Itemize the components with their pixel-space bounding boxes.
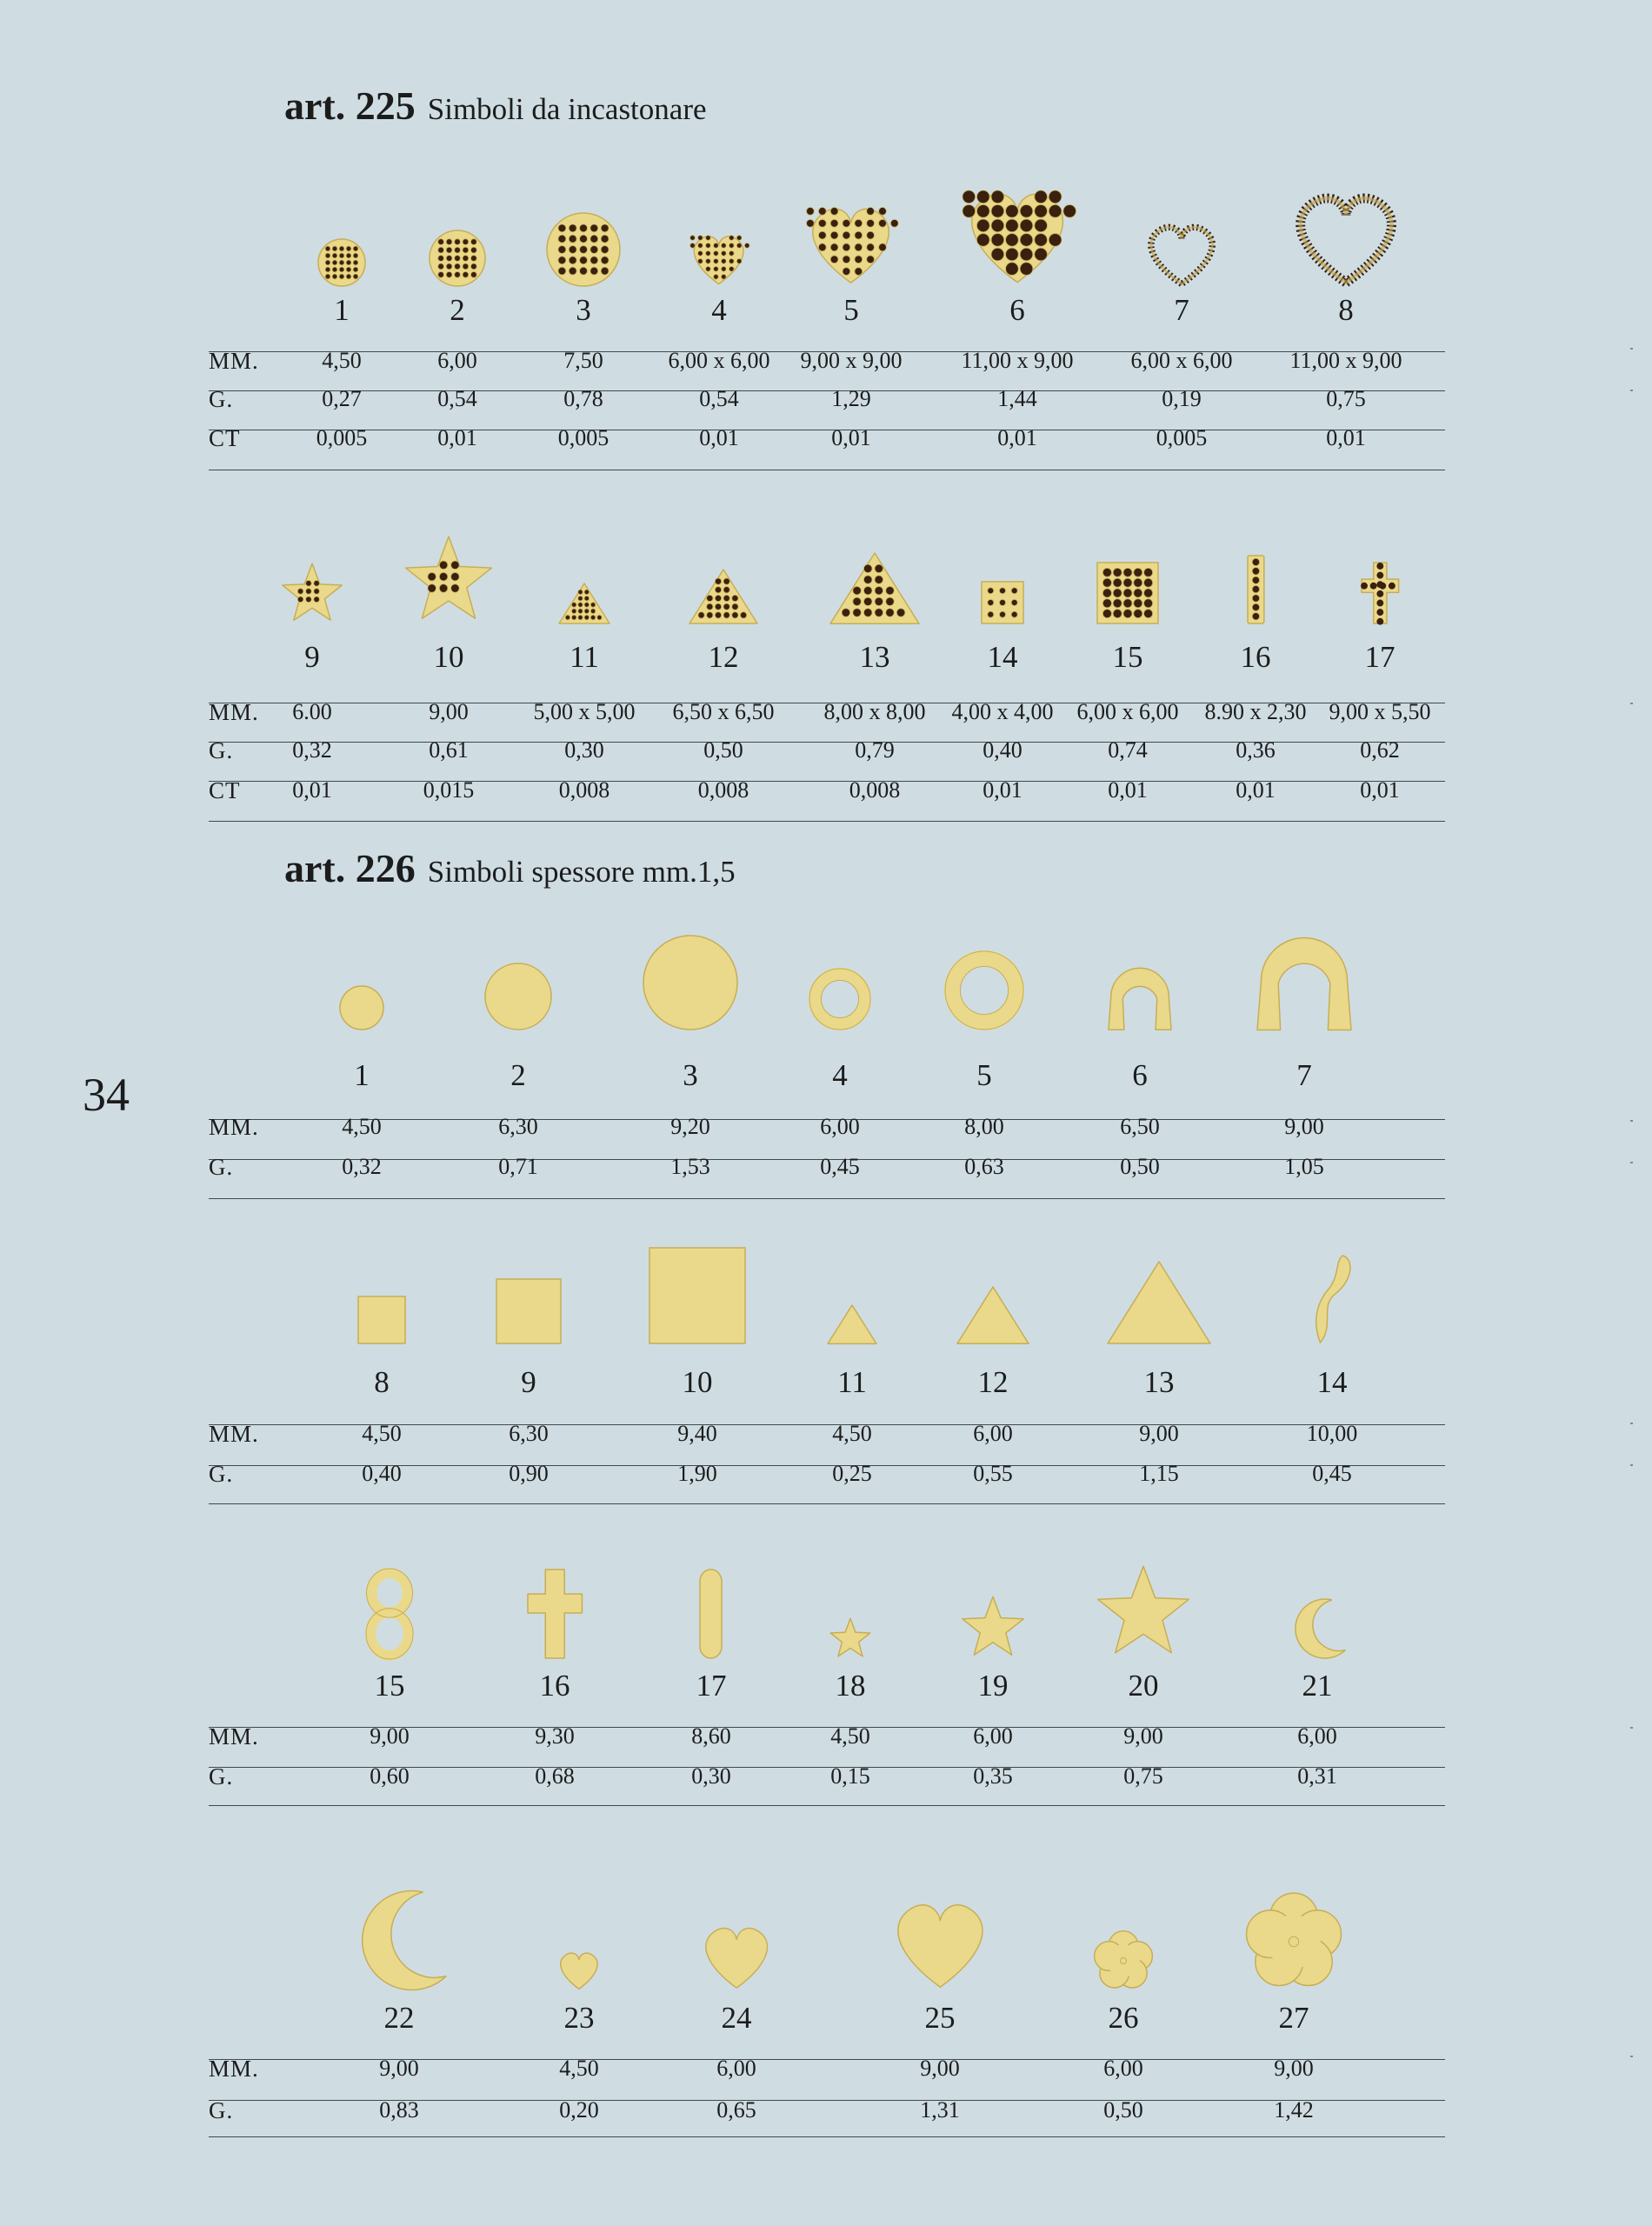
cell-g: 0,45 (1312, 1461, 1352, 1486)
square-icon (649, 1247, 746, 1344)
item-number: 3 (576, 293, 591, 327)
horn-icon (1312, 1254, 1353, 1344)
cell-g: 0,83 (379, 2097, 419, 2123)
cell-g: 0,62 (1360, 737, 1400, 763)
article-number: art. 226 (284, 846, 416, 890)
edge-mark (1630, 348, 1633, 350)
cell-g: 0,40 (362, 1461, 402, 1486)
item-number: 3 (683, 1058, 698, 1092)
disc-icon (643, 935, 738, 1030)
open-heart-icon (1144, 224, 1219, 287)
cell-ct: 0,01 (1326, 425, 1366, 450)
pave-star-icon (281, 562, 343, 624)
cell-mm: 6.00 (292, 699, 332, 724)
pave-star-icon (403, 534, 494, 624)
cell-mm: 7,50 (563, 348, 603, 373)
edge-mark (1630, 1727, 1633, 1729)
cell-g: 0,65 (716, 2097, 756, 2123)
section-heading-art-226 (284, 845, 736, 891)
cell-mm: 6,00 (1297, 1723, 1337, 1749)
item-number: 16 (1240, 640, 1271, 674)
cell-mm: 9,00 x 5,50 (1329, 699, 1431, 724)
item-number: 26 (1108, 2001, 1139, 2035)
row-label-mm: MM. (209, 1421, 259, 1447)
cell-g: 0,15 (830, 1763, 870, 1789)
cell-ct: 0,005 (557, 425, 610, 450)
cell-mm: 6,00 x 6,00 (668, 348, 770, 373)
cell-mm: 4,50 (342, 1114, 382, 1139)
item-number: 17 (1364, 640, 1396, 674)
item-number: 4 (711, 293, 727, 327)
cell-mm: 8,60 (691, 1723, 731, 1749)
square-icon (357, 1296, 406, 1344)
row-label-ct: CT (209, 425, 241, 451)
star-icon (1096, 1563, 1191, 1659)
item-number: 1 (354, 1058, 370, 1092)
cell-g: 0,61 (429, 737, 469, 763)
cell-mm: 6,30 (498, 1114, 538, 1139)
cell-mm: 5,00 x 5,00 (533, 699, 636, 724)
cell-ct: 0,01 (1236, 777, 1276, 803)
item-number: 13 (1143, 1365, 1175, 1399)
crescent-icon (1289, 1598, 1347, 1659)
cell-ct: 0,01 (997, 425, 1037, 450)
cell-mm: 4,00 x 4,00 (951, 699, 1054, 724)
cell-g: 1,31 (920, 2097, 960, 2123)
table-rule (209, 1198, 1445, 1199)
cell-g: 0,25 (832, 1461, 872, 1486)
article-description: Simboli da incastonare (427, 92, 707, 126)
cell-mm: 9,00 (1284, 1114, 1324, 1139)
item-number: 5 (976, 1058, 992, 1092)
cell-g: 0,78 (563, 386, 603, 411)
cell-mm: 6,00 (973, 1421, 1013, 1446)
cell-g: 0,90 (509, 1461, 549, 1486)
item-number: 14 (1316, 1365, 1348, 1399)
table-rule (209, 2136, 1445, 2137)
cell-ct: 0,008 (697, 777, 749, 803)
cell-g: 0,54 (699, 386, 739, 411)
cell-g: 1,15 (1139, 1461, 1179, 1486)
cell-mm: 8.90 x 2,30 (1204, 699, 1307, 724)
cell-mm: 6,00 x 6,00 (1130, 348, 1233, 373)
cell-g: 1,90 (677, 1461, 717, 1486)
cell-g: 0,50 (1120, 1154, 1160, 1179)
cell-g: 0,35 (973, 1763, 1013, 1789)
row-label-mm: MM. (209, 348, 259, 374)
cell-mm: 4,50 (832, 1421, 872, 1446)
cell-ct: 0,01 (1360, 777, 1400, 803)
cell-g: 0,45 (820, 1154, 860, 1179)
cell-ct: 0,008 (849, 777, 901, 803)
pave-heart-icon (804, 205, 897, 287)
cell-g: 0,55 (973, 1461, 1013, 1486)
cell-ct: 0,01 (983, 777, 1023, 803)
item-number: 2 (510, 1058, 526, 1092)
cell-mm: 11,00 x 9,00 (1289, 348, 1402, 373)
table-rule (209, 390, 1445, 391)
cell-mm: 9,00 (1274, 2056, 1314, 2081)
item-number: 5 (843, 293, 859, 327)
cell-g: 0,60 (370, 1763, 410, 1789)
edge-mark (1630, 703, 1633, 704)
pave-heart-dark-icon (962, 190, 1073, 287)
item-number: 8 (374, 1365, 390, 1399)
ring-icon (944, 950, 1024, 1030)
table-rule (209, 1805, 1445, 1806)
item-number: 6 (1132, 1058, 1148, 1092)
item-number: 10 (682, 1365, 713, 1399)
cell-g: 0,36 (1236, 737, 1276, 763)
cell-ct: 0,008 (558, 777, 610, 803)
cell-mm: 6,00 (437, 348, 477, 373)
cell-mm: 6,00 (820, 1114, 860, 1139)
cell-g: 0,40 (983, 737, 1023, 763)
cell-mm: 6,50 (1120, 1114, 1160, 1139)
cell-mm: 9,30 (535, 1723, 575, 1749)
row-label-mm: MM. (209, 1114, 259, 1140)
section-heading-art-225 (284, 83, 707, 129)
cell-mm: 6,00 x 6,00 (1076, 699, 1179, 724)
cell-g: 0,68 (535, 1763, 575, 1789)
cell-g: 0,20 (559, 2097, 599, 2123)
edge-mark (1630, 1464, 1633, 1466)
cell-ct: 0,005 (1156, 425, 1208, 450)
star-icon (829, 1617, 871, 1659)
pave-disc-icon (429, 230, 486, 287)
bar-icon (699, 1569, 723, 1659)
edge-mark (1630, 1120, 1633, 1122)
table-rule (209, 821, 1445, 822)
item-number: 24 (721, 2001, 752, 2035)
cell-g: 0,79 (855, 737, 895, 763)
page-number: 34 (83, 1069, 130, 1121)
item-number: 17 (696, 1669, 727, 1703)
item-number: 11 (837, 1365, 867, 1399)
item-number: 21 (1302, 1669, 1333, 1703)
cell-g: 0,31 (1297, 1763, 1337, 1789)
pave-triangle-icon (558, 583, 610, 624)
edge-mark (1630, 2056, 1633, 2057)
cell-g: 0,63 (964, 1154, 1004, 1179)
edge-mark (1630, 390, 1633, 391)
item-number: 2 (450, 293, 465, 327)
cell-g: 0,50 (703, 737, 743, 763)
article-description: Simboli spessore mm.1,5 (427, 855, 736, 889)
cell-ct: 0,005 (316, 425, 368, 450)
item-number: 4 (832, 1058, 848, 1092)
item-number: 1 (334, 293, 350, 327)
cell-g: 1,29 (831, 386, 871, 411)
cell-g: 0,32 (342, 1154, 382, 1179)
flower-icon (1093, 1930, 1154, 1991)
item-number: 9 (304, 640, 320, 674)
heart-icon (699, 1925, 774, 1991)
cell-g: 0,74 (1108, 737, 1148, 763)
square-icon (496, 1278, 562, 1344)
cell-mm: 4,50 (559, 2056, 599, 2081)
triangle-icon (827, 1304, 877, 1344)
row-label-g: G. (209, 1763, 234, 1789)
item-number: 8 (1338, 293, 1354, 327)
item-number: 22 (383, 2001, 415, 2035)
item-number: 6 (1009, 293, 1025, 327)
cell-mm: 4,50 (362, 1421, 402, 1446)
row-label-mm: MM. (209, 2056, 259, 2082)
cross-icon (527, 1569, 583, 1659)
cell-g: 0,30 (564, 737, 604, 763)
item-number: 11 (570, 640, 599, 674)
cell-g: 1,53 (670, 1154, 710, 1179)
triangle-icon (1107, 1261, 1211, 1344)
row-label-g: G. (209, 2097, 234, 2123)
item-number: 9 (521, 1365, 536, 1399)
cell-g: 0,32 (292, 737, 332, 763)
row-label-g: G. (209, 1461, 234, 1487)
pave-cross-icon (1361, 562, 1400, 624)
cell-mm: 8,00 (964, 1114, 1004, 1139)
cell-g: 0,30 (691, 1763, 731, 1789)
cell-mm: 9,00 (1139, 1421, 1179, 1446)
pave-square-icon (1096, 562, 1159, 624)
pave-triangle-icon (829, 552, 920, 624)
item-number: 15 (1112, 640, 1143, 674)
cell-ct: 0,01 (1108, 777, 1148, 803)
edge-mark (1630, 1162, 1633, 1163)
table-rule (209, 1503, 1445, 1504)
cell-mm: 9,00 (379, 2056, 419, 2081)
cell-g: 0,54 (437, 386, 477, 411)
cell-mm: 4,50 (322, 348, 362, 373)
row-label-mm: MM. (209, 1723, 259, 1749)
cell-g: 0,75 (1326, 386, 1366, 411)
item-number: 13 (859, 640, 890, 674)
disc-icon (339, 985, 384, 1030)
pave-triangle-icon (689, 569, 758, 624)
cell-ct: 0,01 (437, 425, 477, 450)
infinity-icon (366, 1569, 413, 1659)
item-number: 14 (987, 640, 1018, 674)
pave-disc-icon (546, 212, 621, 287)
disc-icon (484, 963, 552, 1030)
cell-mm: 6,00 (716, 2056, 756, 2081)
ring-icon (809, 968, 871, 1030)
cell-mm: 9,00 (920, 2056, 960, 2081)
cell-mm: 11,00 x 9,00 (961, 348, 1074, 373)
edge-mark (1630, 1423, 1633, 1424)
cell-ct: 0,01 (699, 425, 739, 450)
horseshoe-icon (1108, 970, 1172, 1030)
cell-mm: 9,00 (429, 699, 469, 724)
item-number: 19 (977, 1669, 1009, 1703)
flower-icon (1244, 1892, 1343, 1991)
cell-g: 1,42 (1274, 2097, 1314, 2123)
row-label-g: G. (209, 737, 234, 763)
item-number: 12 (708, 640, 739, 674)
pave-heart-icon (689, 234, 749, 287)
cell-mm: 9,00 x 9,00 (800, 348, 903, 373)
row-label-mm: MM. (209, 699, 259, 725)
row-label-ct: CT (209, 777, 241, 803)
cell-mm: 6,00 (973, 1723, 1013, 1749)
heart-icon (556, 1951, 602, 1991)
item-number: 18 (835, 1669, 866, 1703)
star-icon (961, 1595, 1025, 1659)
heart-icon (889, 1901, 992, 1992)
item-number: 7 (1174, 293, 1189, 327)
pave-bar-icon (1247, 555, 1265, 624)
cell-g: 0,71 (498, 1154, 538, 1179)
pave-square-icon (981, 581, 1024, 624)
cell-mm: 4,50 (830, 1723, 870, 1749)
item-number: 15 (374, 1669, 405, 1703)
cell-g: 0,19 (1162, 386, 1202, 411)
cell-g: 0,75 (1123, 1763, 1163, 1789)
cell-mm: 9,20 (670, 1114, 710, 1139)
article-number: art. 225 (284, 83, 416, 128)
pave-disc-icon (317, 238, 366, 287)
cell-mm: 9,40 (677, 1421, 717, 1446)
triangle-icon (956, 1286, 1029, 1344)
cell-mm: 9,00 (370, 1723, 410, 1749)
cell-mm: 8,00 x 8,00 (823, 699, 926, 724)
row-label-g: G. (209, 386, 234, 412)
cell-ct: 0,015 (423, 777, 475, 803)
item-number: 20 (1128, 1669, 1159, 1703)
cell-mm: 10,00 (1306, 1421, 1358, 1446)
item-number: 12 (977, 1365, 1009, 1399)
cell-mm: 6,30 (509, 1421, 549, 1446)
cell-g: 1,44 (997, 386, 1037, 411)
cell-g: 1,05 (1284, 1154, 1324, 1179)
horseshoe-icon (1256, 940, 1352, 1031)
cell-g: 0,50 (1103, 2097, 1143, 2123)
item-number: 23 (563, 2001, 595, 2035)
item-number: 27 (1278, 2001, 1309, 2035)
crescent-icon (351, 1890, 447, 1991)
cell-mm: 6,50 x 6,50 (672, 699, 775, 724)
cell-ct: 0,01 (831, 425, 871, 450)
item-number: 16 (539, 1669, 570, 1703)
cell-ct: 0,01 (292, 777, 332, 803)
open-heart-icon (1290, 194, 1402, 287)
cell-mm: 6,00 (1103, 2056, 1143, 2081)
item-number: 10 (433, 640, 464, 674)
item-number: 25 (924, 2001, 956, 2035)
item-number: 7 (1296, 1058, 1312, 1092)
cell-g: 0,27 (322, 386, 362, 411)
cell-mm: 9,00 (1123, 1723, 1163, 1749)
row-label-g: G. (209, 1154, 234, 1180)
